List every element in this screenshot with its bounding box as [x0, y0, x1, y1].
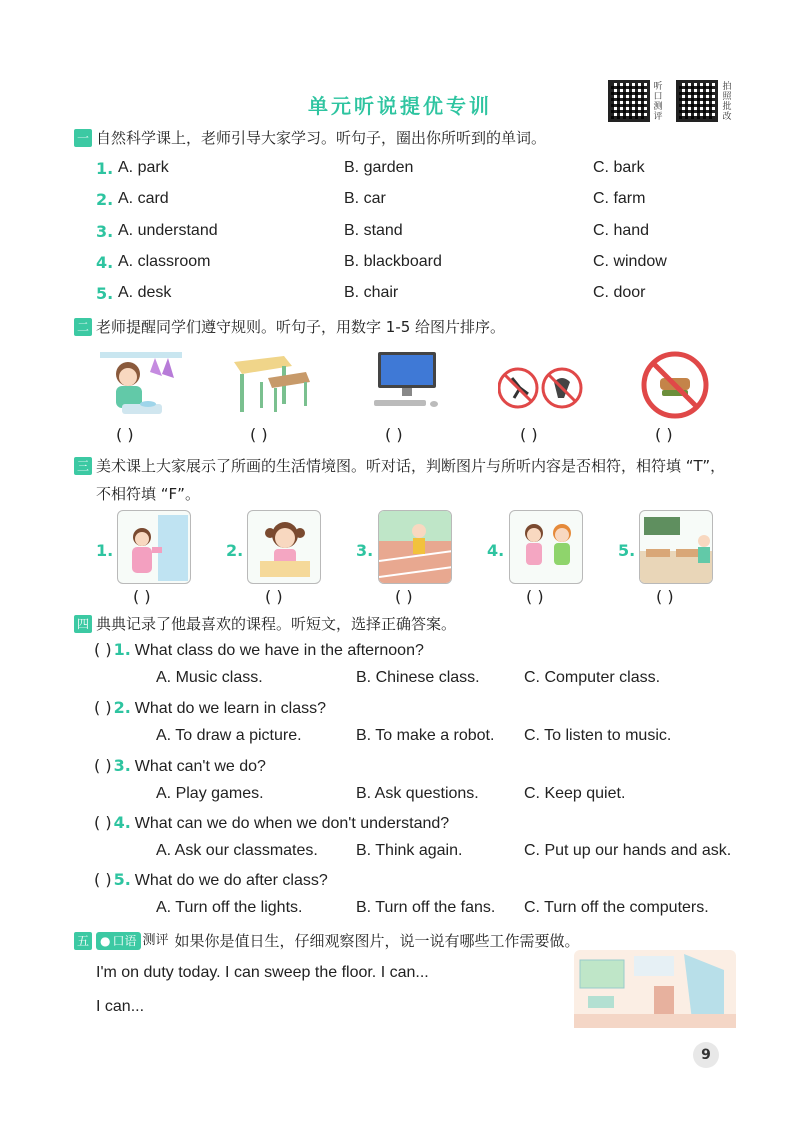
option-c[interactable]: C. Keep quiet. — [524, 785, 626, 802]
question-number: 5. — [113, 870, 131, 889]
picture-girl-cleaning-window — [117, 510, 191, 584]
option-b[interactable]: B. car — [344, 190, 386, 207]
question-row — [94, 640, 754, 660]
option-b[interactable]: B. stand — [344, 222, 403, 239]
word-choice-row — [96, 190, 746, 214]
qr-label-right: 拍照批改 — [722, 82, 732, 122]
question-row — [94, 698, 754, 718]
question-text: What can't we do? — [134, 758, 266, 775]
section-badge: 二 — [74, 318, 92, 336]
option-b[interactable]: B. Think again. — [356, 842, 463, 859]
question-number: 1. — [113, 640, 131, 659]
qr-label-left: 听口测评 — [653, 82, 663, 122]
answer-blank[interactable]: ( ) — [116, 425, 134, 444]
picture-classroom-duty — [574, 950, 736, 1028]
option-a[interactable]: A. Music class. — [156, 669, 263, 686]
section-badge: 四 — [74, 615, 92, 633]
option-b[interactable]: B. Turn off the fans. — [356, 899, 496, 916]
answer-blank[interactable]: ( ) — [395, 587, 413, 606]
section-badge: 一 — [74, 129, 92, 147]
options-row — [156, 842, 756, 866]
option-c[interactable]: C. hand — [593, 222, 650, 239]
option-c[interactable]: C. farm — [593, 190, 646, 207]
answer-blank[interactable]: ( ) — [250, 425, 268, 444]
sample-sentence: I'm on duty today. I can sweep the floor. I can... — [96, 964, 429, 981]
question-text: What do we do after class? — [134, 872, 328, 889]
answer-blank[interactable]: ( ) — [265, 587, 283, 606]
item-number: 2. — [96, 190, 114, 209]
option-c[interactable]: C. bark — [593, 159, 645, 176]
option-a[interactable]: A. card — [118, 190, 169, 207]
option-a[interactable]: A. Play games. — [156, 785, 264, 802]
section-badge: 五 — [74, 932, 92, 950]
item-number: 1. — [96, 159, 114, 178]
section-3-instruction-line2: 不相符填 “F”。 — [96, 485, 200, 503]
section-1-header — [74, 126, 754, 150]
options-row — [156, 727, 756, 751]
option-c[interactable]: C. Turn off the computers. — [524, 899, 709, 916]
question-row — [94, 756, 754, 776]
picture-girl-washing-hands — [100, 352, 182, 420]
option-b[interactable]: B. Chinese class. — [356, 669, 480, 686]
picture-no-eating-sign — [640, 350, 710, 420]
option-c[interactable]: C. door — [593, 284, 646, 301]
option-a[interactable]: A. Turn off the lights. — [156, 899, 303, 916]
question-text: What class do we have in the afternoon? — [134, 642, 424, 659]
section-1-instruction: 自然科学课上，老师引导大家学习。听句子，圈出你所听到的单词。 — [96, 129, 547, 147]
picture-label: 2. — [226, 541, 244, 560]
question-text: What can we do when we don't understand? — [134, 815, 450, 832]
answer-blank[interactable]: ( ) — [94, 813, 112, 832]
picture-label: 5. — [618, 541, 636, 560]
option-c[interactable]: C. To listen to music. — [524, 727, 672, 744]
option-c[interactable]: C. Put up our hands and ask. — [524, 842, 732, 859]
answer-blank[interactable]: ( ) — [94, 756, 112, 775]
speaking-tag-label: 口语 — [112, 934, 137, 948]
picture-label: 1. — [96, 541, 114, 560]
section-4-header — [74, 612, 754, 636]
option-a[interactable]: A. classroom — [118, 253, 211, 270]
picture-computer — [372, 350, 440, 410]
word-choice-row — [96, 222, 746, 246]
answer-blank[interactable]: ( ) — [94, 698, 112, 717]
microphone-icon: ● — [100, 934, 111, 948]
options-row — [156, 899, 756, 923]
option-b[interactable]: B. garden — [344, 159, 414, 176]
options-row — [156, 785, 756, 809]
answer-blank[interactable]: ( ) — [94, 870, 112, 889]
option-b[interactable]: B. To make a robot. — [356, 727, 495, 744]
section-3-header — [74, 454, 774, 478]
speaking-tag-suffix: 测评 — [142, 933, 169, 948]
item-number: 4. — [96, 253, 114, 272]
sample-sentence-2: I can... — [96, 998, 145, 1015]
option-a[interactable]: A. Ask our classmates. — [156, 842, 318, 859]
answer-blank[interactable]: ( ) — [520, 425, 538, 444]
picture-label: 3. — [356, 541, 374, 560]
option-a[interactable]: A. understand — [118, 222, 218, 239]
picture-no-running-signs — [498, 366, 584, 410]
question-number: 4. — [113, 813, 131, 832]
section-badge: 三 — [74, 457, 92, 475]
qr-code-photo[interactable] — [676, 80, 718, 122]
option-a[interactable]: A. desk — [118, 284, 172, 301]
picture-desks-and-chairs — [230, 352, 312, 416]
option-b[interactable]: B. Ask questions. — [356, 785, 479, 802]
picture-classroom — [639, 510, 713, 584]
question-number: 2. — [113, 698, 131, 717]
section-2-header — [74, 315, 754, 339]
page-number: 9 — [693, 1042, 719, 1068]
picture-label: 4. — [487, 541, 505, 560]
answer-blank[interactable]: ( ) — [526, 587, 544, 606]
option-a[interactable]: A. park — [118, 159, 169, 176]
item-number: 5. — [96, 284, 114, 303]
picture-two-children — [509, 510, 583, 584]
qr-code-listen[interactable] — [608, 80, 650, 122]
speaking-tag — [96, 932, 141, 950]
page-title: 单元听说提优专训 — [308, 94, 492, 118]
answer-blank[interactable]: ( ) — [94, 640, 112, 659]
answer-blank[interactable]: ( ) — [385, 425, 403, 444]
answer-blank[interactable]: ( ) — [656, 587, 674, 606]
section-4-instruction: 典典记录了他最喜欢的课程。听短文，选择正确答案。 — [96, 615, 457, 633]
answer-blank[interactable]: ( ) — [655, 425, 673, 444]
section-2-instruction: 老师提醒同学们遵守规则。听句子，用数字 1-5 给图片排序。 — [96, 318, 506, 336]
question-text: What do we learn in class? — [134, 700, 326, 717]
word-choice-row — [96, 284, 746, 308]
item-number: 3. — [96, 222, 114, 241]
option-c[interactable]: C. Computer class. — [524, 669, 661, 686]
question-row — [94, 813, 754, 833]
word-choice-row — [96, 159, 746, 183]
option-a[interactable]: A. To draw a picture. — [156, 727, 302, 744]
question-row — [94, 870, 754, 890]
option-c[interactable]: C. window — [593, 253, 667, 270]
picture-girl-running — [378, 510, 452, 584]
section-5-instruction: 如果你是值日生，仔细观察图片，说一说有哪些工作需要做。 — [174, 932, 580, 950]
question-number: 3. — [113, 756, 131, 775]
section-3-instruction-line1: 美术课上大家展示了所画的生活情境图。听对话，判断图片与所听内容是否相符，相符填 “T”， — [96, 457, 726, 475]
option-b[interactable]: B. chair — [344, 284, 399, 301]
option-b[interactable]: B. blackboard — [344, 253, 442, 270]
word-choice-row — [96, 253, 746, 277]
answer-blank[interactable]: ( ) — [133, 587, 151, 606]
options-row — [156, 669, 756, 693]
picture-girl-at-desk — [247, 510, 321, 584]
